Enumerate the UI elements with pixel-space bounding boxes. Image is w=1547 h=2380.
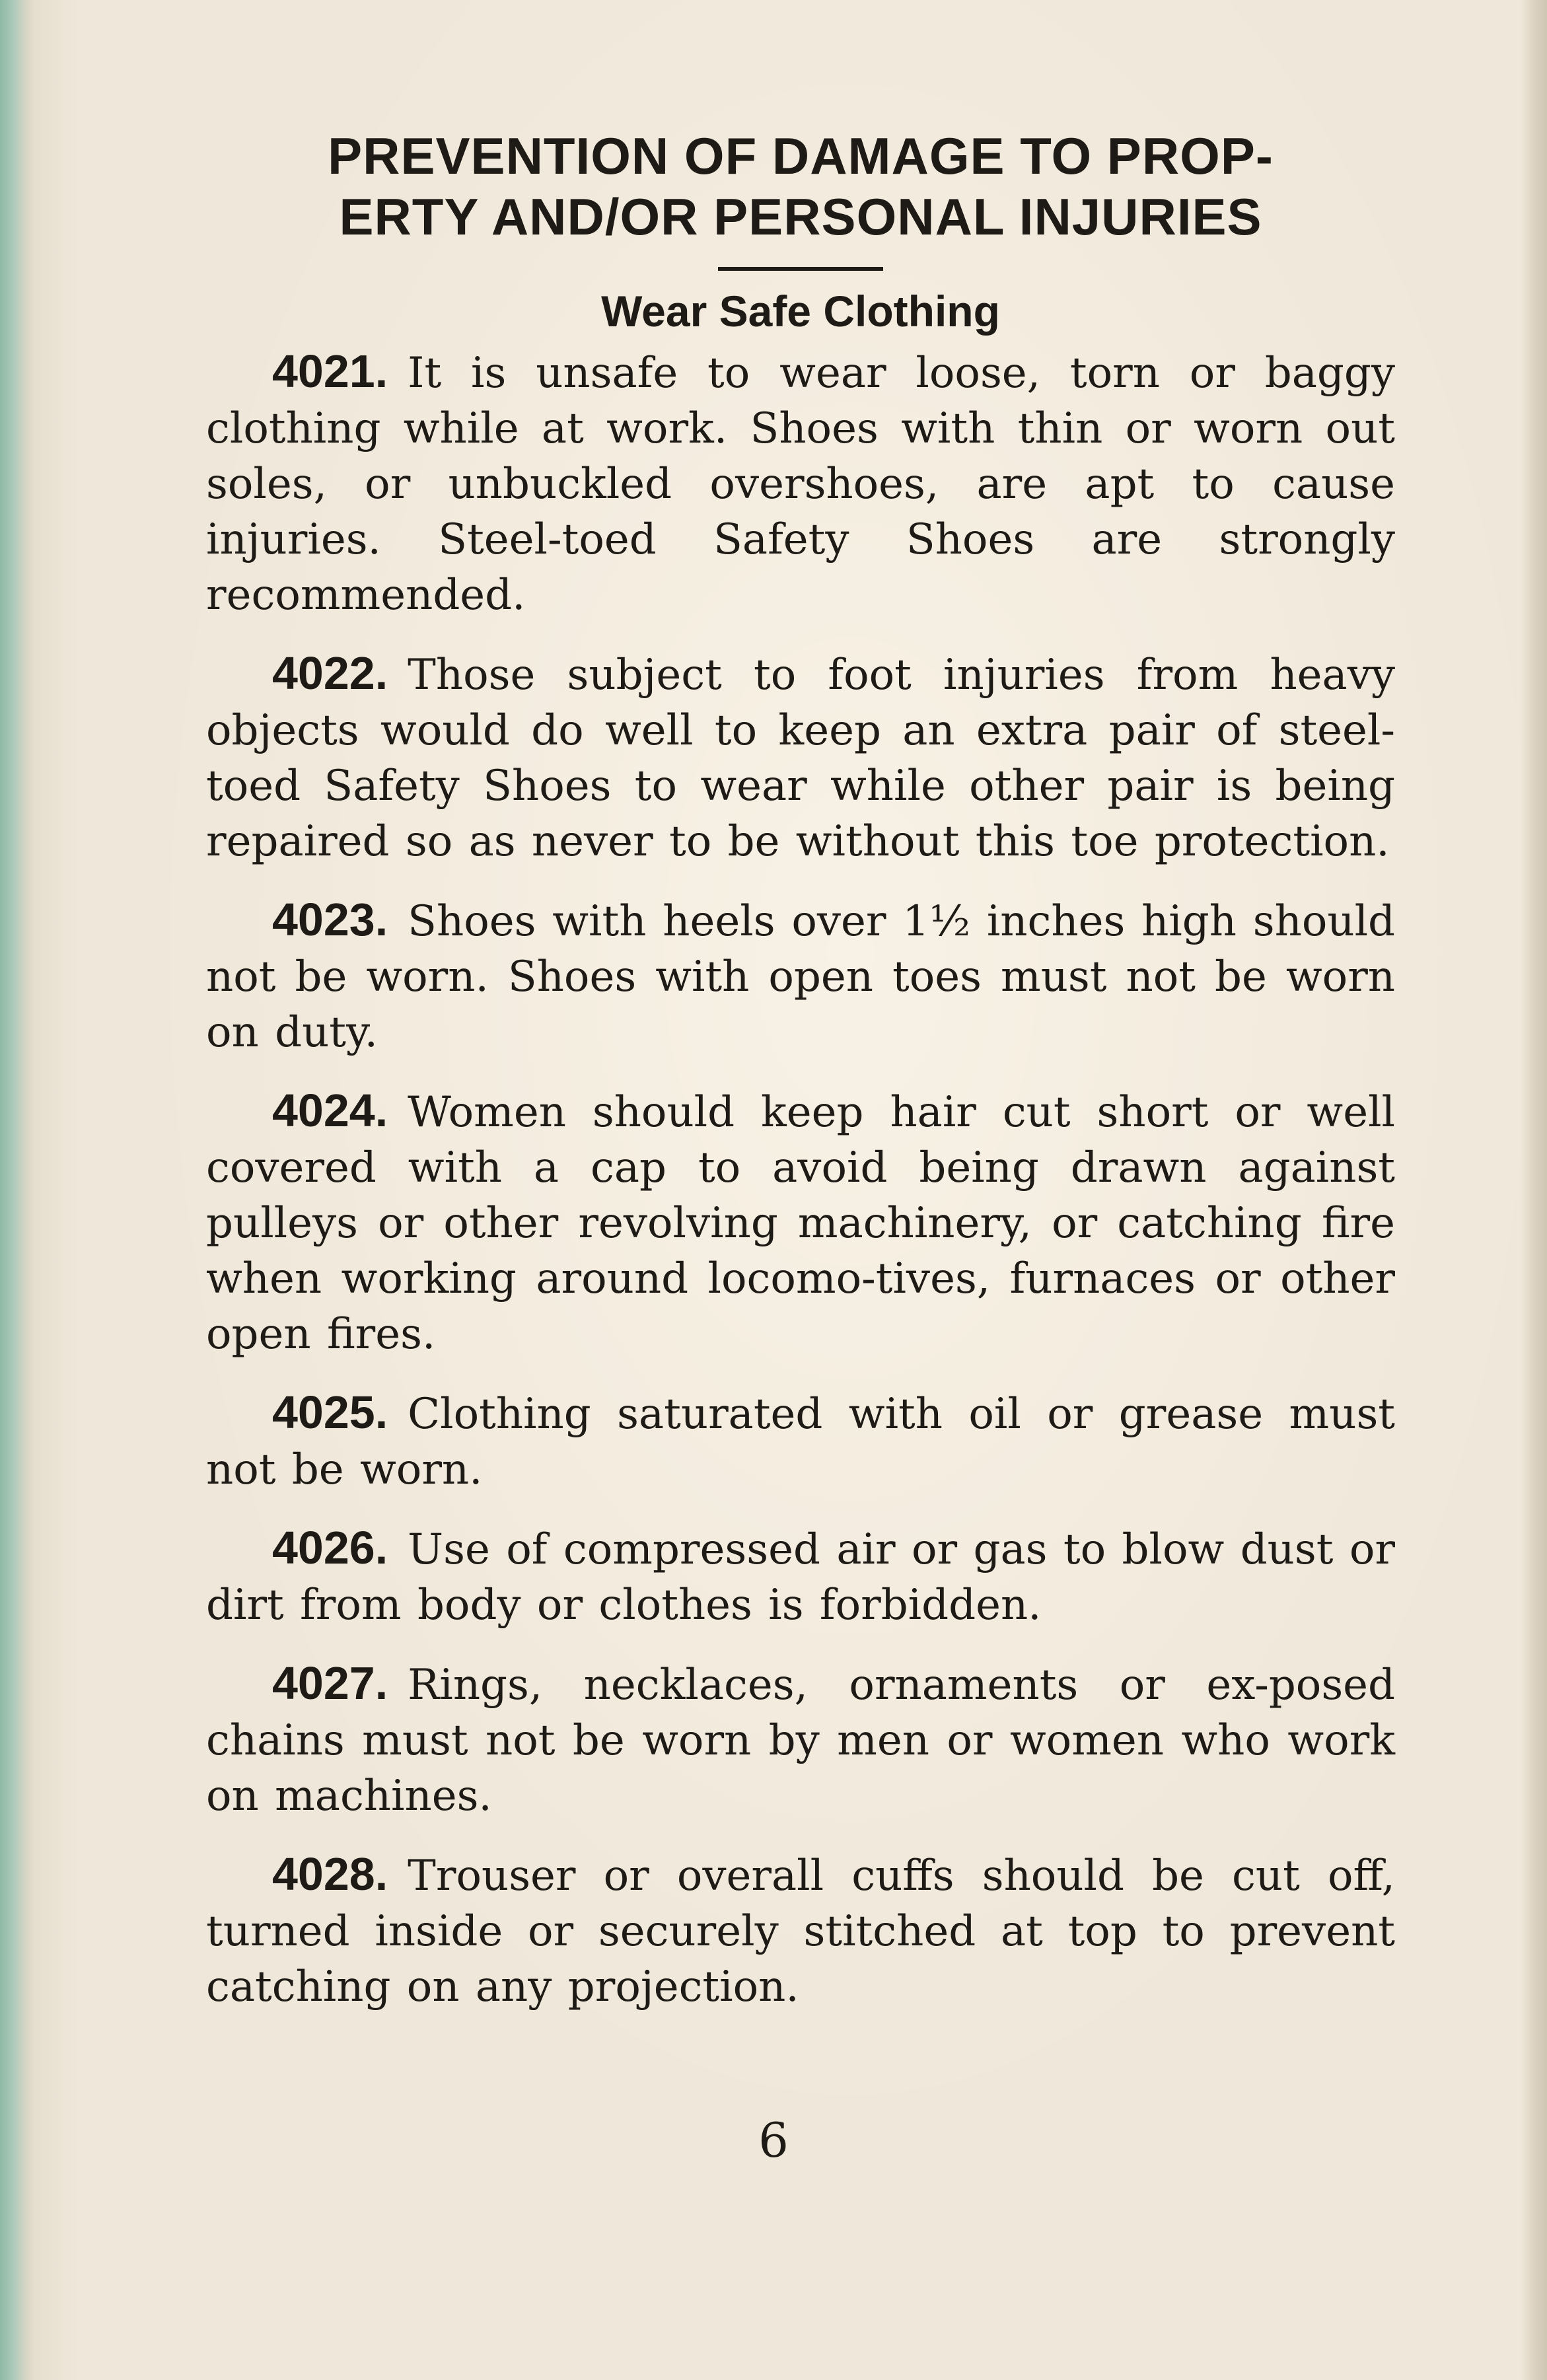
subsection-heading: Wear Safe Clothing — [601, 287, 1000, 336]
binding-edge — [0, 0, 34, 2380]
rule-number: 4022. — [272, 647, 388, 699]
rule-paragraph-4026 — [206, 1520, 1395, 1633]
rule-number: 4027. — [272, 1657, 388, 1709]
page-number: 6 — [758, 2112, 789, 2168]
rule-paragraph-4021 — [206, 343, 1395, 623]
rule-text: Those subject to foot injuries from heavy objects would do well to keep an extra pair of steel-toed Safety Shoes to wear while other pair is being repaired so as never to be without this toe protection. — [206, 651, 1395, 866]
rule-text: Women should keep hair cut short or well covered with a cap to avoid being drawn against pulleys or other revolving machinery, or catching fire when working around locomo-tives, furnaces or other open fires. — [206, 1088, 1395, 1359]
rule-number: 4026. — [272, 1522, 388, 1573]
rule-text: Clothing saturated with oil or grease must not be worn. — [206, 1390, 1395, 1494]
rule-paragraph-4027 — [206, 1655, 1395, 1824]
rule-number: 4028. — [272, 1848, 388, 1900]
section-heading — [206, 126, 1395, 247]
heading-divider — [718, 267, 883, 271]
rule-paragraph-4023 — [206, 892, 1395, 1060]
rule-text: Rings, necklaces, ornaments or ex-posed chains must not be worn by men or women who work on machines. — [206, 1661, 1395, 1821]
rule-text: Use of compressed air or gas to blow dust or dirt from body or clothes is forbidden. — [206, 1525, 1395, 1630]
rule-paragraph-4025 — [206, 1385, 1395, 1497]
page-edge-shadow — [1521, 0, 1547, 2380]
rule-number: 4021. — [272, 345, 388, 397]
rule-text: Shoes with heels over 1½ inches high should not be worn. Shoes with open toes must not be worn on duty. — [206, 897, 1395, 1057]
page-content — [206, 126, 1395, 2037]
rule-paragraph-4028 — [206, 1846, 1395, 2015]
rule-number: 4025. — [272, 1387, 388, 1438]
heading-line-1: PREVENTION OF DAMAGE TO PROP- — [328, 127, 1274, 185]
rule-number: 4024. — [272, 1085, 388, 1136]
rule-number: 4023. — [272, 894, 388, 945]
rule-paragraph-4022 — [206, 645, 1395, 869]
rule-text: It is unsafe to wear loose, torn or baggy clothing while at work. Shoes with thin or worn out soles, or unbuckled overshoes, are apt to cause injuries. Steel-toed Safety Shoes are strongly recommended. — [206, 349, 1395, 620]
rule-paragraph-4024 — [206, 1083, 1395, 1362]
rule-text: Trouser or overall cuffs should be cut off, turned inside or securely stitched at top to prevent catching on any projection. — [206, 1852, 1395, 2011]
heading-line-2: ERTY AND/OR PERSONAL INJURIES — [339, 188, 1262, 246]
